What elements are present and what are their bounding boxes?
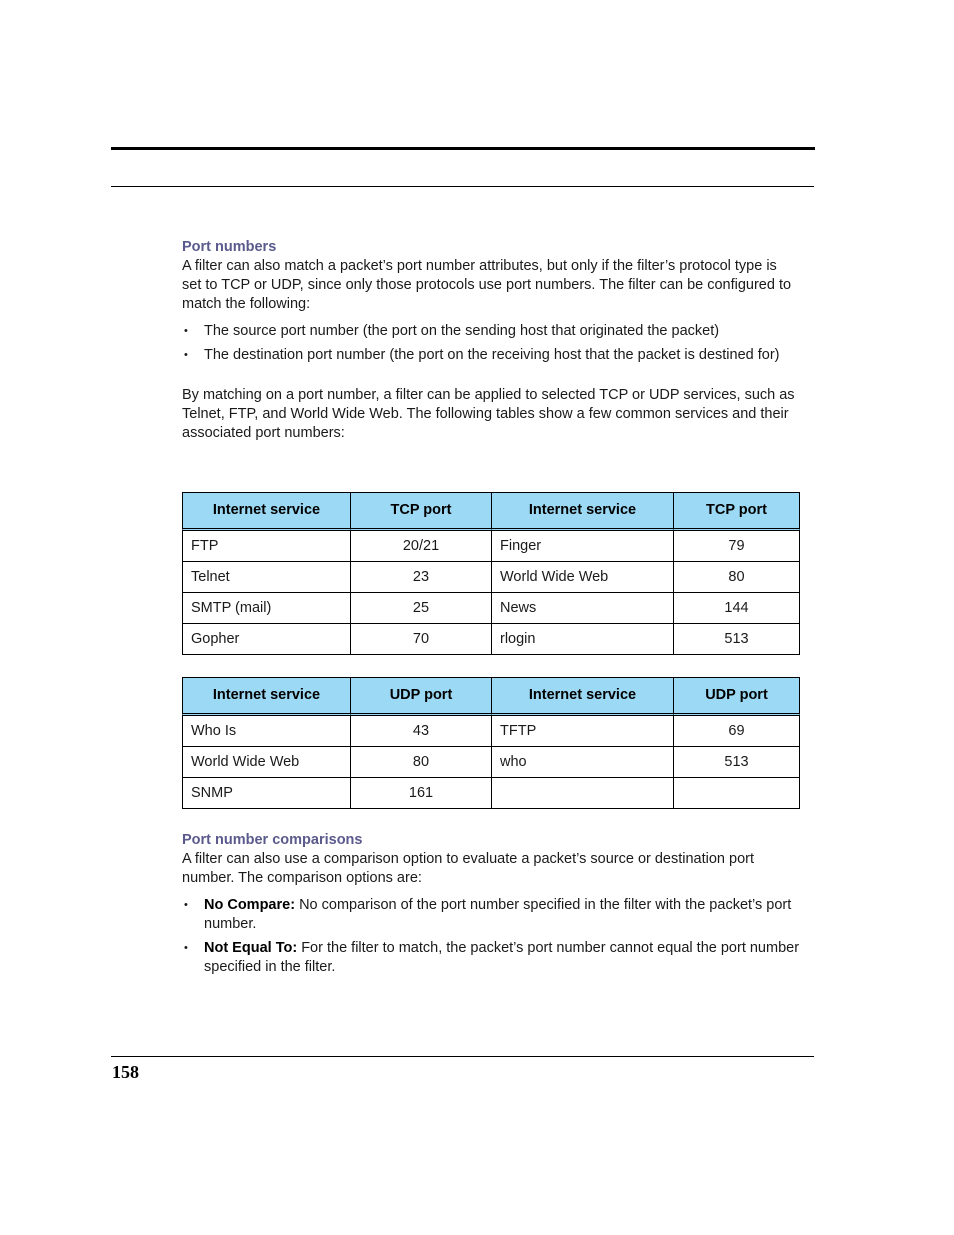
table-cell: 79: [673, 531, 800, 562]
table-cell: Who Is: [182, 716, 350, 747]
bullet-icon: •: [184, 899, 188, 911]
port-comparisons-intro: A filter can also use a comparison option to evaluate a packet’s source or destination port number. The comparison options are:: [182, 851, 755, 886]
section-heading-port-numbers: Port numbers: [182, 239, 277, 255]
table-cell: 70: [350, 624, 491, 655]
list-item: [182, 322, 800, 341]
bullet-icon: •: [184, 325, 188, 337]
table-cell: 43: [350, 716, 491, 747]
page-number: 158: [112, 1062, 139, 1082]
table-header-row: [182, 492, 800, 531]
option-term: No Compare:: [204, 897, 296, 913]
column-header: Internet service: [182, 492, 350, 531]
list-item: [182, 346, 800, 365]
table-cell: Telnet: [182, 562, 350, 593]
table-cell: 25: [350, 593, 491, 624]
table-cell: FTP: [182, 531, 350, 562]
port-match-list: [182, 322, 800, 365]
table-cell: who: [491, 747, 673, 778]
table-row: [182, 624, 800, 655]
table-cell: 513: [673, 747, 800, 778]
table-cell: 513: [673, 624, 800, 655]
header-rule-thin: [111, 186, 814, 187]
table-cell: TFTP: [491, 716, 673, 747]
table-header-row: [182, 677, 800, 716]
page-content: [182, 238, 800, 982]
list-item: [182, 939, 800, 977]
column-header: Internet service: [182, 677, 350, 716]
section-heading-port-comparisons: Port number comparisons: [182, 832, 363, 848]
table-cell: World Wide Web: [182, 747, 350, 778]
table-cell: SNMP: [182, 778, 350, 809]
table-cell: 20/21: [350, 531, 491, 562]
option-description: No comparison of the port number specified in the filter with the packet’s port number.: [204, 897, 792, 932]
table-row: [182, 593, 800, 624]
table-cell: World Wide Web: [491, 562, 673, 593]
list-item-text: The source port number (the port on the sending host that originated the packet): [204, 323, 720, 339]
table-row: [182, 562, 800, 593]
footer-rule: [111, 1056, 814, 1057]
list-item-text: The destination port number (the port on the receiving host that the packet is destined for): [204, 347, 780, 363]
table-cell: 69: [673, 716, 800, 747]
column-header: TCP port: [350, 492, 491, 531]
comparison-options-list: [182, 896, 800, 977]
column-header: UDP port: [350, 677, 491, 716]
port-numbers-para2: By matching on a port number, a filter can be applied to selected TCP or UDP services, such as Telnet, FTP, and World Wide Web. The following tables show a few common services and their associated port numbers:: [182, 387, 795, 441]
column-header: Internet service: [491, 492, 673, 531]
column-header: TCP port: [673, 492, 800, 531]
udp-port-table: [182, 677, 800, 809]
table-cell: 23: [350, 562, 491, 593]
header-rule-thick: [111, 147, 815, 150]
table-row: [182, 531, 800, 562]
table-row: [182, 778, 800, 809]
table-row: [182, 747, 800, 778]
table-cell: 80: [673, 562, 800, 593]
table-row: [182, 716, 800, 747]
table-cell: 144: [673, 593, 800, 624]
table-cell: [673, 778, 800, 809]
table-cell: [491, 778, 673, 809]
bullet-icon: •: [184, 349, 188, 361]
table-cell: Finger: [491, 531, 673, 562]
table-cell: News: [491, 593, 673, 624]
column-header: Internet service: [491, 677, 673, 716]
bullet-icon: •: [184, 942, 188, 954]
table-cell: rlogin: [491, 624, 673, 655]
option-description: For the filter to match, the packet’s port number cannot equal the port number specified in the filter.: [204, 940, 800, 975]
table-cell: Gopher: [182, 624, 350, 655]
port-numbers-intro: A filter can also match a packet’s port number attributes, but only if the filter’s protocol type is set to TCP or UDP, since only those protocols use port numbers. The filter can be configured to match the following:: [182, 258, 792, 312]
column-header: UDP port: [673, 677, 800, 716]
option-term: Not Equal To:: [204, 940, 298, 956]
tcp-port-table: [182, 492, 800, 655]
table-cell: SMTP (mail): [182, 593, 350, 624]
table-cell: 161: [350, 778, 491, 809]
list-item: [182, 896, 800, 934]
table-cell: 80: [350, 747, 491, 778]
